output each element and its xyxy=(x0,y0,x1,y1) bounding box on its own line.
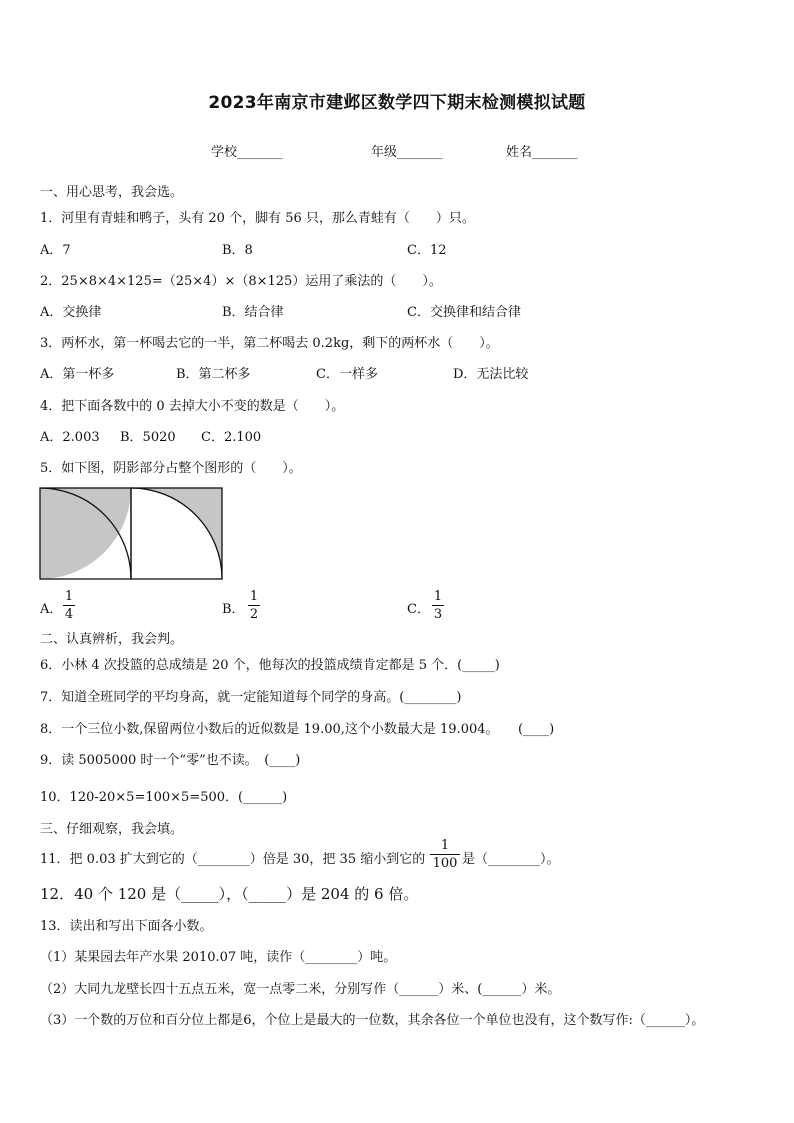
school-field: 学校_______ xyxy=(211,145,283,160)
question-11-part1: 11．把 0.03 扩大到它的（________）倍是 30，把 35 缩小到它的 xyxy=(40,852,426,867)
question-3: 3．两杯水，第一杯喝去它的一半，第二杯喝去 0.2kg，剩下的两杯水（ ）。 xyxy=(40,336,499,351)
section-3-heading: 三、仔细观察，我会填。 xyxy=(40,822,184,837)
q3-option-c: C．一样多 xyxy=(316,367,378,382)
fraction-bar xyxy=(432,605,444,606)
grade-field: 年级_______ xyxy=(371,145,443,160)
q5-option-c-label: C． xyxy=(407,602,430,617)
question-13: 13．读出和写出下面各小数。 xyxy=(40,919,213,934)
question-2: 2．25×8×4×125=（25×4）×（8×125）运用了乘法的（ ）。 xyxy=(40,274,442,289)
question-10: 10．120-20×5=100×5=500．(______) xyxy=(40,790,288,805)
q4-option-a: A．2.003 xyxy=(40,430,100,445)
q4-option-b: B．5020 xyxy=(120,430,176,445)
q3-option-a: A．第一杯多 xyxy=(40,367,115,382)
fraction-denominator: 3 xyxy=(433,607,443,622)
question-9: 9．读 5005000 时一个“零”也不读。 (____) xyxy=(40,753,301,768)
question-7: 7．知道全班同学的平均身高，就一定能知道每个同学的身高。(________) xyxy=(40,690,462,705)
fraction-denominator: 2 xyxy=(249,607,259,622)
question-4: 4．把下面各数中的 0 去掉大小不变的数是（ ）。 xyxy=(40,399,345,414)
section-2-heading: 二、认真辨析，我会判。 xyxy=(40,632,184,647)
q4-option-c: C．2.100 xyxy=(201,430,262,445)
fraction-bar xyxy=(63,605,75,606)
q5-option-b-fraction xyxy=(248,589,260,622)
q1-option-c: C．12 xyxy=(407,243,447,258)
name-field: 姓名_______ xyxy=(506,145,578,160)
shaded-region-left xyxy=(40,488,131,579)
fraction-numerator: 1 xyxy=(64,589,74,604)
question-13-sub-3: （3）一个数的万位和百分位上都是6，个位上是最大的一位数，其余各位一个单位也没有，这个数写作:（______）。 xyxy=(40,1013,705,1028)
q3-option-d: D．无法比较 xyxy=(453,367,529,382)
shaded-region-right xyxy=(131,488,222,579)
question-13-sub-1: （1）某果园去年产水果 2010.07 吨，读作（________）吨。 xyxy=(40,950,397,965)
q5-option-a-fraction xyxy=(63,589,75,622)
q2-option-b: B．结合律 xyxy=(222,305,284,320)
q3-option-b: B．第二杯多 xyxy=(176,367,251,382)
question-5: 5．如下图，阴影部分占整个图形的（ ）。 xyxy=(40,461,302,476)
fraction-denominator: 4 xyxy=(64,607,74,622)
fraction-bar xyxy=(248,605,260,606)
fraction-denominator: 100 xyxy=(432,856,458,871)
q2-option-a: A．交换律 xyxy=(40,305,102,320)
shaded-squares-figure xyxy=(39,487,225,580)
q2-option-c: C．交换律和结合律 xyxy=(407,305,521,320)
fraction-bar xyxy=(430,854,460,855)
q5-option-a-label: A． xyxy=(40,602,63,617)
q5-option-c-fraction xyxy=(432,589,444,622)
question-12: 12．40 个 120 是（_____），（_____）是 204 的 6 倍。 xyxy=(40,885,419,903)
fraction-numerator: 1 xyxy=(440,838,450,853)
question-13-sub-2: （2）大同九龙壁长四十五点五米，宽一点零二米，分别写作（______）米、(______）米。 xyxy=(40,982,561,997)
question-11-part2: 是（________）。 xyxy=(462,852,560,867)
fraction-numerator: 1 xyxy=(249,589,259,604)
q1-option-a: A．7 xyxy=(40,243,71,258)
q1-option-b: B．8 xyxy=(222,243,253,258)
q11-fraction xyxy=(430,838,460,871)
question-8: 8．一个三位小数,保留两位小数后的近似数是 19.00,这个小数最大是 19.004。 (____) xyxy=(40,722,555,737)
question-6: 6．小林 4 次投篮的总成绩是 20 个，他每次的投篮成绩肯定都是 5 个．(_____) xyxy=(40,658,500,673)
question-1: 1．河里有青蛙和鸭子，头有 20 个，脚有 56 只，那么青蛙有（ ）只。 xyxy=(40,211,475,226)
fraction-numerator: 1 xyxy=(433,589,443,604)
section-1-heading: 一、用心思考，我会选。 xyxy=(40,185,184,200)
page-title: 2023年南京市建邺区数学四下期末检测模拟试题 xyxy=(208,93,586,113)
q5-option-b-label: B． xyxy=(222,602,245,617)
